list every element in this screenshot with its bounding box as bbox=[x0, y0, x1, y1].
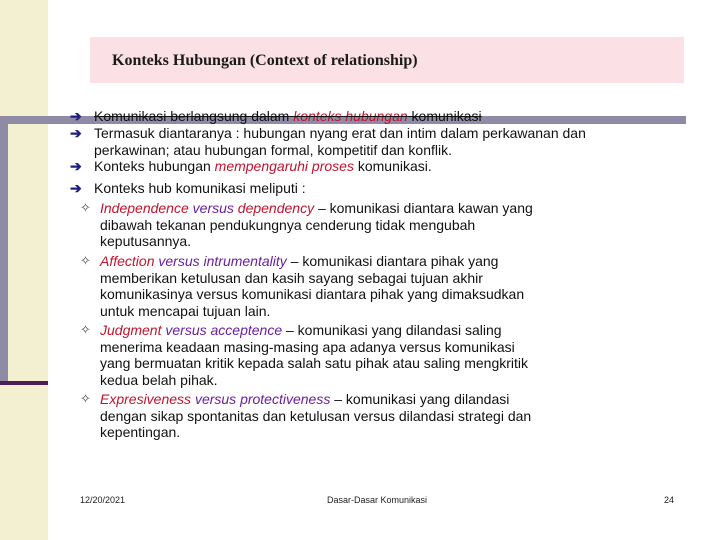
sub-bullet-head: Affection versus intrumentality – komunikasi diantara pihak yang bbox=[100, 253, 499, 269]
sub-bullet-head: Expresiveness versus protectiveness – komunikasi yang dilandasi bbox=[100, 391, 510, 407]
page-number: 24 bbox=[664, 495, 675, 505]
sub-bullet-item bbox=[80, 200, 533, 250]
sub-bullet-item bbox=[80, 391, 532, 441]
bullet-text: Konteks hub komunikasi meliputi : bbox=[94, 180, 306, 196]
right-arrow-icon: ➔ bbox=[70, 108, 82, 124]
sub-bullet-line: komunikasinya versus komunikasi diantara pihak yang dimaksudkan bbox=[100, 286, 525, 302]
sub-bullet-line: untuk mencapai tujuan lain. bbox=[100, 302, 271, 319]
sub-bullet-line: dengan sikap spontanitas dan ketulusan versus dilandasi strategi dan bbox=[100, 407, 532, 424]
right-arrow-icon: ➔ bbox=[70, 180, 82, 196]
sub-bullet-line: kepentingan. bbox=[100, 424, 181, 440]
sub-bullet-head: Judgment versus acceptence – komunikasi yang dilandasi saling bbox=[100, 322, 502, 338]
bullet-text: Konteks hubungan mempengaruhi proses komunikasi. bbox=[94, 158, 432, 174]
footer-date: 12/20/2021 bbox=[80, 495, 126, 505]
bullet-text: Termasuk diantaranya : hubungan nyang erat dan intim dalam perkawanan dan perkawinan; atau hubungan formal, kompetitif dan konflik. bbox=[94, 125, 586, 158]
vertical-rule bbox=[0, 116, 8, 384]
right-arrow-icon: ➔ bbox=[70, 125, 82, 141]
sub-bullet-line: memberikan ketulusan dan kasih sayang sebagai tujuan akhir bbox=[100, 269, 483, 286]
diamond-star-icon: ✧ bbox=[80, 322, 91, 337]
sub-bullet-line: dibawah tekanan pendukungnya cenderung tidak mengubah bbox=[100, 216, 476, 233]
diamond-star-icon: ✧ bbox=[80, 200, 91, 215]
slide-title bbox=[112, 52, 418, 70]
sub-bullet-line: menerima keadaan masing-masing apa adanya versus komunikasi bbox=[100, 338, 515, 355]
sub-bullet-item bbox=[80, 253, 525, 319]
sub-bullet-line: kedua belah pihak. bbox=[100, 371, 218, 388]
title-paren: (Context of relationship) bbox=[249, 52, 418, 69]
accent-bar bbox=[0, 381, 48, 385]
diamond-star-icon: ✧ bbox=[80, 391, 91, 406]
bullet-text: Komunikasi berlangsung dalam konteks hubungan komunikasi bbox=[94, 108, 482, 124]
right-arrow-icon: ➔ bbox=[70, 158, 82, 174]
sub-bullet-line: yang bermuatan kritik kepada salah satu pihak atau saling mengkritik bbox=[100, 355, 529, 371]
footer-title: Dasar-Dasar Komunikasi bbox=[327, 495, 428, 505]
diamond-star-icon: ✧ bbox=[80, 253, 91, 268]
sub-bullet-item bbox=[80, 322, 529, 388]
title-main: Konteks Hubungan bbox=[112, 52, 246, 69]
sub-bullet-head: Independence versus dependency – komunikasi diantara kawan yang bbox=[100, 200, 533, 216]
sub-bullet-line: keputusannya. bbox=[100, 233, 192, 249]
